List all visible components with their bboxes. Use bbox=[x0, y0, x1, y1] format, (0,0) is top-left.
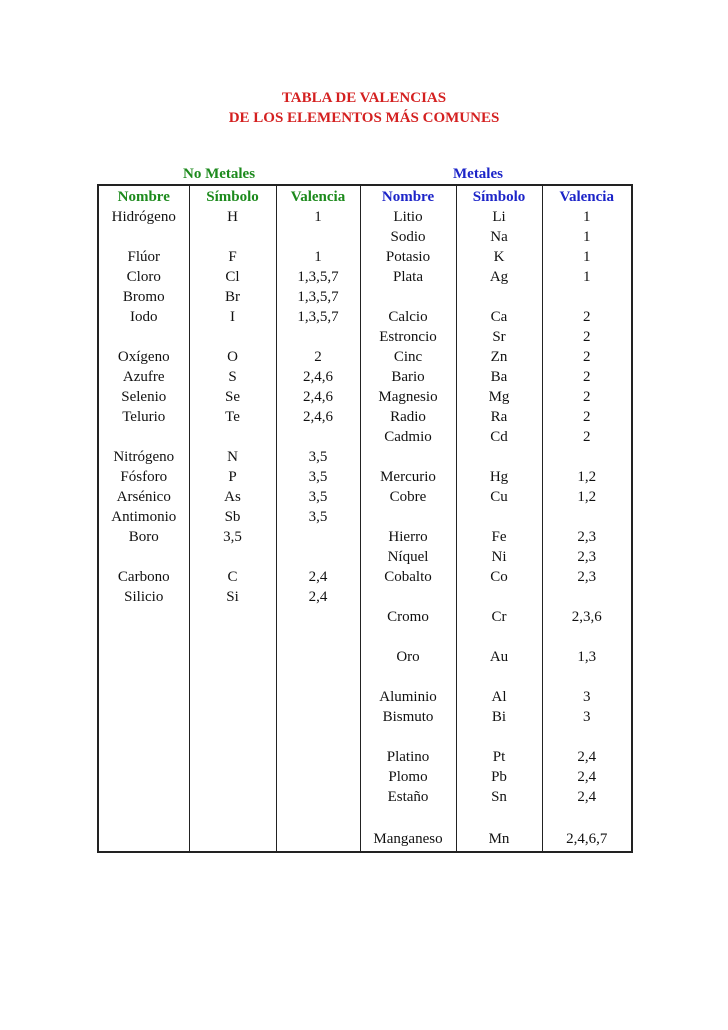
cell-simbolo-metal: Sr bbox=[456, 327, 542, 347]
table-row bbox=[98, 587, 632, 607]
cell-valencia-no-metal: 2,4,6 bbox=[276, 407, 360, 427]
cell-simbolo-no-metal bbox=[189, 687, 276, 707]
cell-valencia-metal: 2,4 bbox=[542, 787, 632, 807]
page-subtitle: DE LOS ELEMENTOS MÁS COMUNES bbox=[228, 110, 500, 126]
cell-nombre-metal: Cinc bbox=[360, 347, 456, 367]
cell-simbolo-metal: Mg bbox=[456, 387, 542, 407]
cell-nombre-metal: Bismuto bbox=[360, 707, 456, 727]
cell-simbolo-no-metal: O bbox=[189, 347, 276, 367]
cell-valencia-metal: 1,2 bbox=[542, 487, 632, 507]
table-header-row bbox=[98, 185, 632, 207]
cell-nombre-metal bbox=[360, 507, 456, 527]
cell-nombre-no-metal bbox=[98, 627, 189, 647]
cell-simbolo-metal: Ba bbox=[456, 367, 542, 387]
cell-valencia-no-metal bbox=[276, 667, 360, 687]
cell-simbolo-no-metal: Si bbox=[189, 587, 276, 607]
cell-simbolo-no-metal: H bbox=[189, 207, 276, 227]
cell-simbolo-metal: Ra bbox=[456, 407, 542, 427]
table-row bbox=[98, 787, 632, 807]
cell-nombre-no-metal bbox=[98, 747, 189, 767]
cell-nombre-no-metal: Antimonio bbox=[98, 507, 189, 527]
cell-nombre-no-metal: Arsénico bbox=[98, 487, 189, 507]
cell-nombre-no-metal: Carbono bbox=[98, 567, 189, 587]
cell-nombre-metal: Estroncio bbox=[360, 327, 456, 347]
cell-valencia-no-metal bbox=[276, 767, 360, 787]
cell-nombre-metal bbox=[360, 287, 456, 307]
cell-valencia-no-metal: 2,4 bbox=[276, 587, 360, 607]
cell-nombre-no-metal: Iodo bbox=[98, 307, 189, 327]
cell-nombre-metal: Plomo bbox=[360, 767, 456, 787]
cell-simbolo-no-metal bbox=[189, 747, 276, 767]
cell-nombre-metal: Magnesio bbox=[360, 387, 456, 407]
cell-nombre-no-metal bbox=[98, 707, 189, 727]
cell-valencia-metal: 3 bbox=[542, 687, 632, 707]
header-simbolo-metales: Símbolo bbox=[456, 185, 542, 207]
cell-nombre-no-metal: Silicio bbox=[98, 587, 189, 607]
cell-valencia-metal: 2,4 bbox=[542, 747, 632, 767]
header-valencia-metales: Valencia bbox=[542, 185, 632, 207]
cell-valencia-no-metal bbox=[276, 327, 360, 347]
table-row bbox=[98, 707, 632, 727]
cell-nombre-metal: Plata bbox=[360, 267, 456, 287]
cell-nombre-no-metal: Azufre bbox=[98, 367, 189, 387]
cell-valencia-no-metal bbox=[276, 687, 360, 707]
table-row bbox=[98, 347, 632, 367]
cell-nombre-metal: Manganeso bbox=[360, 827, 456, 852]
valence-table bbox=[97, 184, 633, 853]
cell-nombre-metal: Sodio bbox=[360, 227, 456, 247]
table-row bbox=[98, 627, 632, 647]
cell-simbolo-metal: Ag bbox=[456, 267, 542, 287]
cell-simbolo-metal bbox=[456, 627, 542, 647]
cell-valencia-metal: 2 bbox=[542, 307, 632, 327]
group-label-no-metales: No Metales bbox=[183, 166, 256, 182]
cell-valencia-metal: 2,3,6 bbox=[542, 607, 632, 627]
cell-simbolo-no-metal: N bbox=[189, 447, 276, 467]
cell-valencia-no-metal: 1 bbox=[276, 207, 360, 227]
cell-valencia-no-metal bbox=[276, 227, 360, 247]
table-body bbox=[98, 207, 632, 852]
group-label-metales: Metales bbox=[453, 166, 503, 182]
cell-nombre-metal bbox=[360, 587, 456, 607]
cell-simbolo-metal bbox=[456, 807, 542, 827]
cell-simbolo-metal: Bi bbox=[456, 707, 542, 727]
table-row bbox=[98, 547, 632, 567]
table-row bbox=[98, 447, 632, 467]
table-row bbox=[98, 207, 632, 227]
cell-nombre-metal bbox=[360, 627, 456, 647]
cell-valencia-metal bbox=[542, 507, 632, 527]
cell-nombre-metal: Aluminio bbox=[360, 687, 456, 707]
cell-valencia-metal: 2 bbox=[542, 407, 632, 427]
cell-valencia-metal bbox=[542, 667, 632, 687]
cell-simbolo-metal: Mn bbox=[456, 827, 542, 852]
cell-valencia-no-metal bbox=[276, 707, 360, 727]
cell-valencia-no-metal: 2,4,6 bbox=[276, 387, 360, 407]
cell-valencia-no-metal: 1 bbox=[276, 247, 360, 267]
cell-valencia-metal: 2,3 bbox=[542, 547, 632, 567]
cell-simbolo-no-metal: S bbox=[189, 367, 276, 387]
table-row bbox=[98, 287, 632, 307]
cell-valencia-no-metal bbox=[276, 547, 360, 567]
cell-simbolo-no-metal: Se bbox=[189, 387, 276, 407]
cell-nombre-metal: Calcio bbox=[360, 307, 456, 327]
header-valencia-no-metales: Valencia bbox=[276, 185, 360, 207]
table-row bbox=[98, 667, 632, 687]
cell-valencia-metal: 2 bbox=[542, 327, 632, 347]
cell-simbolo-no-metal: Te bbox=[189, 407, 276, 427]
cell-simbolo-metal: Al bbox=[456, 687, 542, 707]
cell-valencia-metal bbox=[542, 287, 632, 307]
cell-simbolo-no-metal bbox=[189, 787, 276, 807]
cell-simbolo-metal: K bbox=[456, 247, 542, 267]
cell-nombre-metal: Estaño bbox=[360, 787, 456, 807]
table-row bbox=[98, 487, 632, 507]
cell-valencia-metal: 1 bbox=[542, 207, 632, 227]
cell-simbolo-metal: Fe bbox=[456, 527, 542, 547]
cell-nombre-no-metal bbox=[98, 647, 189, 667]
cell-nombre-metal: Oro bbox=[360, 647, 456, 667]
cell-valencia-metal bbox=[542, 727, 632, 747]
cell-simbolo-metal bbox=[456, 447, 542, 467]
header-simbolo-no-metales: Símbolo bbox=[189, 185, 276, 207]
cell-valencia-metal bbox=[542, 587, 632, 607]
cell-simbolo-metal bbox=[456, 287, 542, 307]
cell-simbolo-metal bbox=[456, 587, 542, 607]
cell-nombre-no-metal bbox=[98, 327, 189, 347]
table-row bbox=[98, 807, 632, 827]
cell-valencia-no-metal bbox=[276, 647, 360, 667]
cell-valencia-metal: 2 bbox=[542, 427, 632, 447]
cell-valencia-no-metal: 2,4,6 bbox=[276, 367, 360, 387]
cell-nombre-no-metal bbox=[98, 687, 189, 707]
cell-valencia-no-metal bbox=[276, 747, 360, 767]
table-row bbox=[98, 507, 632, 527]
cell-valencia-no-metal: 3,5 bbox=[276, 507, 360, 527]
cell-nombre-metal: Bario bbox=[360, 367, 456, 387]
table-row bbox=[98, 527, 632, 547]
cell-simbolo-metal: Hg bbox=[456, 467, 542, 487]
cell-valencia-no-metal: 1,3,5,7 bbox=[276, 307, 360, 327]
cell-valencia-no-metal: 3,5 bbox=[276, 487, 360, 507]
cell-valencia-metal: 2,4,6,7 bbox=[542, 827, 632, 852]
cell-nombre-no-metal bbox=[98, 227, 189, 247]
cell-nombre-metal: Potasio bbox=[360, 247, 456, 267]
page-title: TABLA DE VALENCIAS bbox=[281, 90, 447, 106]
cell-valencia-no-metal bbox=[276, 627, 360, 647]
cell-simbolo-no-metal bbox=[189, 227, 276, 247]
cell-valencia-no-metal: 2,4 bbox=[276, 567, 360, 587]
cell-valencia-no-metal bbox=[276, 427, 360, 447]
cell-nombre-metal: Cobre bbox=[360, 487, 456, 507]
cell-simbolo-no-metal: 3,5 bbox=[189, 527, 276, 547]
table-row bbox=[98, 267, 632, 287]
table-row bbox=[98, 327, 632, 347]
cell-valencia-metal bbox=[542, 807, 632, 827]
cell-simbolo-no-metal bbox=[189, 727, 276, 747]
cell-simbolo-no-metal: C bbox=[189, 567, 276, 587]
cell-valencia-metal bbox=[542, 627, 632, 647]
cell-nombre-metal: Hierro bbox=[360, 527, 456, 547]
cell-simbolo-metal: Pb bbox=[456, 767, 542, 787]
cell-nombre-no-metal: Hidrógeno bbox=[98, 207, 189, 227]
table-row bbox=[98, 227, 632, 247]
cell-nombre-metal bbox=[360, 667, 456, 687]
table-row bbox=[98, 247, 632, 267]
cell-valencia-metal: 2 bbox=[542, 347, 632, 367]
cell-simbolo-no-metal bbox=[189, 827, 276, 852]
cell-nombre-metal bbox=[360, 727, 456, 747]
cell-nombre-no-metal: Cloro bbox=[98, 267, 189, 287]
cell-simbolo-metal: Co bbox=[456, 567, 542, 587]
cell-simbolo-no-metal bbox=[189, 767, 276, 787]
cell-simbolo-metal: Na bbox=[456, 227, 542, 247]
cell-valencia-no-metal bbox=[276, 727, 360, 747]
cell-nombre-metal: Cromo bbox=[360, 607, 456, 627]
cell-simbolo-no-metal: Sb bbox=[189, 507, 276, 527]
cell-valencia-no-metal: 2 bbox=[276, 347, 360, 367]
cell-nombre-no-metal: Telurio bbox=[98, 407, 189, 427]
cell-valencia-metal: 2,3 bbox=[542, 527, 632, 547]
cell-valencia-no-metal bbox=[276, 807, 360, 827]
cell-nombre-no-metal: Fósforo bbox=[98, 467, 189, 487]
cell-nombre-no-metal bbox=[98, 807, 189, 827]
cell-simbolo-metal: Zn bbox=[456, 347, 542, 367]
cell-nombre-no-metal: Nitrógeno bbox=[98, 447, 189, 467]
table-row bbox=[98, 727, 632, 747]
cell-simbolo-no-metal bbox=[189, 807, 276, 827]
cell-valencia-metal: 1,2 bbox=[542, 467, 632, 487]
table-row bbox=[98, 407, 632, 427]
cell-simbolo-metal bbox=[456, 667, 542, 687]
table-row bbox=[98, 747, 632, 767]
cell-valencia-no-metal: 1,3,5,7 bbox=[276, 287, 360, 307]
cell-valencia-metal: 1 bbox=[542, 267, 632, 287]
cell-nombre-no-metal: Selenio bbox=[98, 387, 189, 407]
header-nombre-no-metales: Nombre bbox=[98, 185, 189, 207]
cell-nombre-metal: Litio bbox=[360, 207, 456, 227]
table-row bbox=[98, 387, 632, 407]
cell-nombre-no-metal: Boro bbox=[98, 527, 189, 547]
cell-valencia-metal: 2 bbox=[542, 387, 632, 407]
cell-valencia-metal: 2,4 bbox=[542, 767, 632, 787]
cell-nombre-metal: Mercurio bbox=[360, 467, 456, 487]
cell-simbolo-metal: Cr bbox=[456, 607, 542, 627]
cell-valencia-metal: 1,3 bbox=[542, 647, 632, 667]
cell-simbolo-no-metal bbox=[189, 627, 276, 647]
cell-simbolo-metal bbox=[456, 727, 542, 747]
cell-nombre-no-metal bbox=[98, 767, 189, 787]
cell-simbolo-no-metal bbox=[189, 647, 276, 667]
cell-simbolo-no-metal bbox=[189, 327, 276, 347]
cell-simbolo-metal: Li bbox=[456, 207, 542, 227]
cell-valencia-metal bbox=[542, 447, 632, 467]
cell-nombre-metal bbox=[360, 447, 456, 467]
cell-nombre-no-metal bbox=[98, 547, 189, 567]
cell-simbolo-no-metal bbox=[189, 427, 276, 447]
cell-nombre-no-metal: Flúor bbox=[98, 247, 189, 267]
table-row bbox=[98, 367, 632, 387]
cell-simbolo-no-metal: Cl bbox=[189, 267, 276, 287]
cell-valencia-metal: 1 bbox=[542, 247, 632, 267]
cell-nombre-metal: Radio bbox=[360, 407, 456, 427]
table-row bbox=[98, 687, 632, 707]
cell-valencia-no-metal: 1,3,5,7 bbox=[276, 267, 360, 287]
cell-nombre-metal bbox=[360, 807, 456, 827]
cell-simbolo-no-metal bbox=[189, 547, 276, 567]
cell-valencia-metal: 2 bbox=[542, 367, 632, 387]
cell-simbolo-metal: Ca bbox=[456, 307, 542, 327]
cell-nombre-no-metal bbox=[98, 827, 189, 852]
cell-simbolo-no-metal bbox=[189, 607, 276, 627]
cell-valencia-no-metal bbox=[276, 787, 360, 807]
cell-simbolo-no-metal: F bbox=[189, 247, 276, 267]
cell-simbolo-no-metal: Br bbox=[189, 287, 276, 307]
cell-nombre-no-metal bbox=[98, 427, 189, 447]
table-row bbox=[98, 827, 632, 852]
cell-simbolo-no-metal bbox=[189, 707, 276, 727]
table-row bbox=[98, 467, 632, 487]
table-row bbox=[98, 427, 632, 447]
cell-simbolo-no-metal: As bbox=[189, 487, 276, 507]
cell-nombre-metal: Platino bbox=[360, 747, 456, 767]
cell-nombre-metal: Níquel bbox=[360, 547, 456, 567]
table-row bbox=[98, 767, 632, 787]
cell-nombre-metal: Cadmio bbox=[360, 427, 456, 447]
cell-simbolo-metal: Pt bbox=[456, 747, 542, 767]
cell-valencia-no-metal bbox=[276, 827, 360, 852]
cell-valencia-no-metal: 3,5 bbox=[276, 447, 360, 467]
table-row bbox=[98, 307, 632, 327]
table-row bbox=[98, 647, 632, 667]
header-nombre-metales: Nombre bbox=[360, 185, 456, 207]
cell-nombre-no-metal bbox=[98, 787, 189, 807]
cell-nombre-no-metal bbox=[98, 607, 189, 627]
cell-simbolo-metal: Au bbox=[456, 647, 542, 667]
cell-simbolo-metal: Cd bbox=[456, 427, 542, 447]
cell-nombre-no-metal bbox=[98, 727, 189, 747]
cell-valencia-no-metal: 3,5 bbox=[276, 467, 360, 487]
cell-simbolo-no-metal: P bbox=[189, 467, 276, 487]
cell-simbolo-no-metal: I bbox=[189, 307, 276, 327]
cell-valencia-no-metal bbox=[276, 527, 360, 547]
cell-simbolo-metal: Cu bbox=[456, 487, 542, 507]
cell-valencia-no-metal bbox=[276, 607, 360, 627]
cell-simbolo-metal: Sn bbox=[456, 787, 542, 807]
cell-nombre-no-metal: Oxígeno bbox=[98, 347, 189, 367]
cell-nombre-no-metal bbox=[98, 667, 189, 687]
table-row bbox=[98, 607, 632, 627]
table-row bbox=[98, 567, 632, 587]
cell-valencia-metal: 2,3 bbox=[542, 567, 632, 587]
cell-simbolo-metal bbox=[456, 507, 542, 527]
cell-nombre-no-metal: Bromo bbox=[98, 287, 189, 307]
cell-valencia-metal: 3 bbox=[542, 707, 632, 727]
cell-valencia-metal: 1 bbox=[542, 227, 632, 247]
cell-simbolo-metal: Ni bbox=[456, 547, 542, 567]
cell-nombre-metal: Cobalto bbox=[360, 567, 456, 587]
cell-simbolo-no-metal bbox=[189, 667, 276, 687]
